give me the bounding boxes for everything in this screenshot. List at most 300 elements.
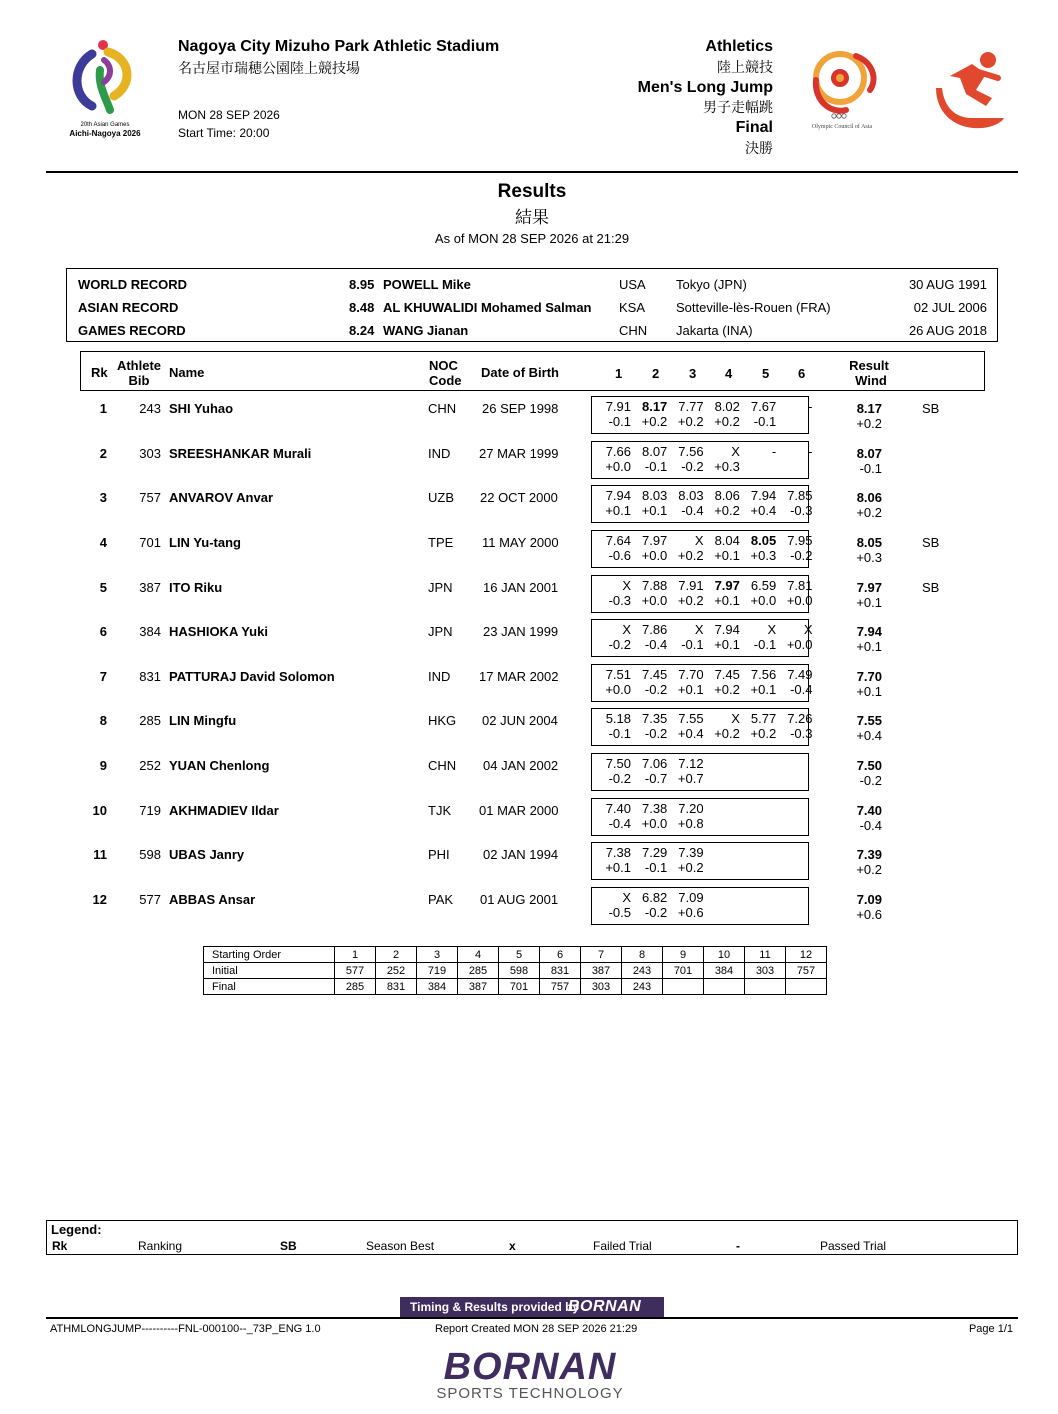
trial-mark: X xyxy=(622,890,631,905)
so-position: 6 xyxy=(540,947,581,963)
starting-order-initial-row xyxy=(204,963,827,979)
brand-name: BORNAN xyxy=(443,1346,617,1388)
trial-mark: 7.97 xyxy=(714,578,740,593)
result-bib: 252 xyxy=(139,758,161,773)
col-name: Name xyxy=(169,365,205,380)
trials-box xyxy=(591,619,813,657)
so-final-bib xyxy=(786,979,827,995)
record-row xyxy=(67,277,997,297)
trial-mark: X xyxy=(767,622,777,637)
so-position: 4 xyxy=(458,947,499,963)
trial-mark: - xyxy=(808,399,813,414)
result-name: YUAN Chenlong xyxy=(169,758,270,773)
trial-mark: 7.86 xyxy=(641,622,668,637)
trial-wind: -0.1 xyxy=(681,637,704,652)
result-noc: IND xyxy=(428,446,451,461)
trials-box xyxy=(591,887,809,925)
so-final-bib: 303 xyxy=(581,979,622,995)
result-wind: +0.1 xyxy=(856,595,882,610)
record-mark: 8.48 xyxy=(349,300,375,315)
result-dob: 27 MAR 1999 xyxy=(479,446,559,461)
so-initial-bib: 384 xyxy=(704,963,745,979)
so-position: 2 xyxy=(376,947,417,963)
result-noc: CHN xyxy=(428,758,457,773)
trial-mark: X xyxy=(694,622,704,637)
trial-wind: +0.0 xyxy=(750,593,777,608)
result-wind: +0.2 xyxy=(856,862,882,877)
trial-wind: +0.1 xyxy=(605,503,631,518)
col-dob: Date of Birth xyxy=(481,365,559,380)
so-position: 12 xyxy=(786,947,827,963)
result-wind: +0.2 xyxy=(856,416,882,431)
final-label: Final xyxy=(204,979,335,995)
provider-brand: BORNAN xyxy=(568,1298,642,1315)
record-mark: 8.95 xyxy=(349,277,375,292)
result-row xyxy=(0,847,1058,891)
sport-name: Athletics xyxy=(705,38,773,55)
event-date: MON 28 SEP 2026 xyxy=(178,108,280,122)
trial-wind: +0.2 xyxy=(714,726,740,741)
trial-mark: 8.17 xyxy=(641,399,668,414)
result-dob: 26 SEP 1998 xyxy=(482,401,559,416)
so-final-bib: 243 xyxy=(622,979,663,995)
result-bib: 303 xyxy=(139,446,161,461)
trial-mark: 7.20 xyxy=(678,801,704,816)
so-initial-bib: 701 xyxy=(663,963,704,979)
col-trial-1: 1 xyxy=(615,366,623,381)
trial-wind: +0.2 xyxy=(714,503,740,518)
trial-mark: 7.66 xyxy=(605,444,631,459)
trials-box xyxy=(591,708,813,746)
result-mark: 7.55 xyxy=(856,713,882,728)
trial-mark: 7.40 xyxy=(605,801,631,816)
result-noc: UZB xyxy=(428,490,454,505)
trial-wind: -0.2 xyxy=(608,771,631,786)
result-wind: +0.1 xyxy=(856,684,882,699)
result-rank: 9 xyxy=(99,758,107,773)
result-dob: 16 JAN 2001 xyxy=(483,580,559,595)
record-noc: CHN xyxy=(619,323,648,338)
trial-wind: +0.2 xyxy=(677,593,704,608)
col-trial-3: 3 xyxy=(689,366,697,381)
trial-mark: 7.91 xyxy=(678,578,704,593)
result-rank: 3 xyxy=(99,490,107,505)
record-noc: KSA xyxy=(619,300,646,315)
so-final-bib: 757 xyxy=(540,979,581,995)
so-initial-bib: 303 xyxy=(745,963,786,979)
legend-key: SB xyxy=(280,1239,297,1253)
result-dob: 22 OCT 2000 xyxy=(480,490,558,505)
result-mark: 8.07 xyxy=(856,446,882,461)
record-place: Tokyo (JPN) xyxy=(676,277,747,292)
so-final-bib: 701 xyxy=(499,979,540,995)
trial-wind: -0.3 xyxy=(790,726,813,741)
legend-key: Rk xyxy=(52,1239,68,1253)
trial-mark: X xyxy=(622,578,631,593)
results-column-header xyxy=(80,351,985,391)
so-position: 5 xyxy=(499,947,540,963)
col-result-line2: Wind xyxy=(855,373,887,388)
trial-wind: +0.7 xyxy=(677,771,704,786)
trial-mark: 8.07 xyxy=(641,444,668,459)
result-name: ITO Riku xyxy=(169,580,223,595)
result-noc: TJK xyxy=(428,803,452,818)
result-bib: 387 xyxy=(139,580,161,595)
trial-mark: 7.38 xyxy=(605,845,631,860)
phase-name: Final xyxy=(735,119,773,136)
result-row xyxy=(0,446,1058,490)
bornan-brand xyxy=(380,1348,680,1402)
result-mark: 7.40 xyxy=(856,803,882,818)
as-of-timestamp: As of MON 28 SEP 2026 at 21:29 xyxy=(434,231,630,246)
so-final-bib: 285 xyxy=(335,979,376,995)
trial-wind: +0.2 xyxy=(677,548,704,563)
trial-mark: 7.29 xyxy=(641,845,668,860)
result-row xyxy=(0,758,1058,802)
trial-mark: 7.88 xyxy=(641,578,668,593)
trial-wind: +0.2 xyxy=(714,414,740,429)
result-noc: PHI xyxy=(428,847,450,862)
trial-mark: - xyxy=(771,444,777,459)
trial-mark: 7.56 xyxy=(750,667,777,682)
result-name: UBAS Janry xyxy=(169,847,245,862)
result-bib: 719 xyxy=(139,803,161,818)
games-emblem-icon xyxy=(62,36,152,118)
result-mark: 8.05 xyxy=(856,535,882,550)
trial-wind: +0.2 xyxy=(750,726,777,741)
result-dob: 01 MAR 2000 xyxy=(479,803,559,818)
brand-subtitle: SPORTS TECHNOLOGY xyxy=(436,1385,624,1402)
sport-name-jp: 陸上競技 xyxy=(717,59,773,75)
result-bib: 757 xyxy=(139,490,161,505)
col-bib-line1: Athlete xyxy=(116,358,162,373)
so-initial-bib: 243 xyxy=(622,963,663,979)
result-mark: 8.06 xyxy=(856,490,882,505)
result-rank: 7 xyxy=(99,669,107,684)
trial-mark: 7.26 xyxy=(787,711,813,726)
trial-wind: +0.1 xyxy=(714,593,740,608)
trial-wind: +0.8 xyxy=(677,816,704,831)
so-position: 3 xyxy=(417,947,458,963)
so-final-bib: 387 xyxy=(458,979,499,995)
col-trial-5: 5 xyxy=(762,366,770,381)
record-holder: WANG Jianan xyxy=(383,323,469,338)
trial-wind: +0.2 xyxy=(641,414,668,429)
trial-mark: 7.97 xyxy=(641,533,668,548)
page-title: Results xyxy=(497,181,567,202)
so-final-bib xyxy=(663,979,704,995)
trials-box xyxy=(591,530,813,568)
result-row xyxy=(0,490,1058,534)
so-position: 7 xyxy=(581,947,622,963)
trial-mark: - xyxy=(808,444,813,459)
trial-mark: 7.50 xyxy=(605,756,631,771)
record-mark: 8.24 xyxy=(349,323,375,338)
result-wind: +0.6 xyxy=(856,907,882,922)
trial-mark: 7.94 xyxy=(714,622,740,637)
report-code: ATHMLONGJUMP----------FNL-000100--_73P_ENG 1.0 xyxy=(50,1323,321,1335)
legend-desc: Ranking xyxy=(138,1239,183,1253)
trial-wind: +0.1 xyxy=(641,503,668,518)
oca-text: Olympic Council of Asia xyxy=(811,124,873,130)
record-label: ASIAN RECORD xyxy=(78,300,179,315)
trial-mark: 7.56 xyxy=(678,444,704,459)
so-initial-bib: 757 xyxy=(786,963,827,979)
result-name: ABBAS Ansar xyxy=(169,892,256,907)
trial-mark: X xyxy=(731,711,740,726)
result-mark: 8.17 xyxy=(856,401,882,416)
result-wind: +0.2 xyxy=(856,505,882,520)
trial-wind: +0.0 xyxy=(641,548,668,563)
trial-mark: 8.05 xyxy=(750,533,777,548)
trial-mark: 7.12 xyxy=(678,756,704,771)
trial-wind: +0.4 xyxy=(750,503,777,518)
result-rank: 11 xyxy=(93,847,107,862)
trial-wind: -0.2 xyxy=(644,905,668,920)
trial-mark: 8.03 xyxy=(678,488,704,503)
trial-mark: 7.49 xyxy=(787,667,813,682)
record-row xyxy=(67,300,997,320)
trial-wind: +0.0 xyxy=(641,816,668,831)
legend-desc: Failed Trial xyxy=(593,1239,652,1253)
trial-wind: -0.4 xyxy=(644,637,668,652)
record-date: 26 AUG 2018 xyxy=(908,323,987,338)
trial-mark: 7.94 xyxy=(750,488,777,503)
result-bib: 285 xyxy=(139,713,161,728)
trial-wind: -0.3 xyxy=(608,593,631,608)
result-mark: 7.09 xyxy=(856,892,882,907)
so-initial-bib: 252 xyxy=(376,963,417,979)
result-bib: 577 xyxy=(139,892,161,907)
record-holder: AL KHUWALIDI Mohamed Salman xyxy=(383,300,592,315)
so-final-bib: 384 xyxy=(417,979,458,995)
starting-order-label: Starting Order xyxy=(204,947,335,963)
result-rank: 5 xyxy=(99,580,107,595)
trials-box xyxy=(591,575,813,613)
record-label: WORLD RECORD xyxy=(78,277,188,292)
logo-text-line1: 20th Asian Games xyxy=(80,122,130,128)
result-wind: -0.4 xyxy=(859,818,882,833)
result-name: ANVAROV Anvar xyxy=(169,490,274,505)
trial-mark: 7.81 xyxy=(787,578,813,593)
result-rank: 1 xyxy=(99,401,107,416)
trial-mark: 8.03 xyxy=(641,488,668,503)
trial-wind: -0.7 xyxy=(644,771,668,786)
trial-wind: +0.0 xyxy=(605,682,631,697)
result-wind: -0.2 xyxy=(859,773,882,788)
trials-box xyxy=(591,664,813,702)
trial-wind: +0.1 xyxy=(714,637,740,652)
so-initial-bib: 387 xyxy=(581,963,622,979)
venue-name: Nagoya City Mizuho Park Athletic Stadium xyxy=(178,38,500,55)
record-holder: POWELL Mike xyxy=(383,277,471,292)
col-trial-6: 6 xyxy=(798,366,806,381)
so-final-bib: 831 xyxy=(376,979,417,995)
result-noc: TPE xyxy=(428,535,454,550)
result-wind: -0.1 xyxy=(859,461,882,476)
trial-wind: -0.1 xyxy=(753,637,777,652)
result-dob: 02 JAN 1994 xyxy=(483,847,559,862)
trial-wind: +0.1 xyxy=(750,682,777,697)
trial-wind: +0.3 xyxy=(750,548,777,563)
so-initial-bib: 285 xyxy=(458,963,499,979)
trial-mark: X xyxy=(803,622,813,637)
trial-mark: 7.51 xyxy=(605,667,631,682)
col-trial-2: 2 xyxy=(652,366,660,381)
trials-box xyxy=(591,798,809,836)
trial-mark: 7.94 xyxy=(605,488,631,503)
trial-mark: 7.91 xyxy=(605,399,631,414)
initial-label: Initial xyxy=(204,963,335,979)
trials-box xyxy=(591,753,809,791)
logo-text-line2: Aichi-Nagoya 2026 xyxy=(69,129,141,138)
legend-box xyxy=(46,1220,1018,1255)
start-time: Start Time: 20:00 xyxy=(178,126,270,140)
result-mark: 7.70 xyxy=(856,669,882,684)
provider-text: Timing & Results provided by xyxy=(410,1300,580,1314)
result-wind: +0.1 xyxy=(856,639,882,654)
trial-mark: X xyxy=(694,533,704,548)
records-box xyxy=(66,268,998,342)
so-final-bib xyxy=(704,979,745,995)
trial-mark: 7.55 xyxy=(678,711,704,726)
result-noc: PAK xyxy=(428,892,454,907)
trial-wind: -0.4 xyxy=(790,682,813,697)
result-row xyxy=(0,713,1058,757)
trial-mark: 7.09 xyxy=(678,890,704,905)
trial-wind: -0.4 xyxy=(608,816,631,831)
result-noc: JPN xyxy=(428,624,453,639)
result-bib: 598 xyxy=(139,847,161,862)
result-dob: 17 MAR 2002 xyxy=(479,669,559,684)
result-note: SB xyxy=(922,535,940,550)
trial-wind: -0.2 xyxy=(608,637,631,652)
col-trial-4: 4 xyxy=(725,366,733,381)
so-initial-bib: 831 xyxy=(540,963,581,979)
so-position: 11 xyxy=(745,947,786,963)
result-mark: 7.97 xyxy=(856,580,882,595)
trial-wind: -0.5 xyxy=(608,905,631,920)
result-note: SB xyxy=(922,580,940,595)
trial-mark: 8.02 xyxy=(714,399,740,414)
result-row xyxy=(0,669,1058,713)
col-result-line1: Result xyxy=(849,358,889,373)
result-row xyxy=(0,803,1058,847)
trials-box xyxy=(591,842,809,880)
result-rank: 6 xyxy=(99,624,107,639)
trial-wind: -0.2 xyxy=(644,726,668,741)
col-noc-line1: NOC xyxy=(429,358,458,373)
trial-wind: -0.1 xyxy=(644,459,668,474)
so-position: 10 xyxy=(704,947,745,963)
so-initial-bib: 719 xyxy=(417,963,458,979)
record-row xyxy=(67,323,997,343)
trial-wind: -0.2 xyxy=(644,682,668,697)
event-name-jp: 男子走幅跳 xyxy=(703,99,773,115)
event-name: Men's Long Jump xyxy=(637,79,773,96)
result-rank: 4 xyxy=(99,535,107,550)
trial-wind: +0.2 xyxy=(677,860,704,875)
col-rank: Rk xyxy=(91,365,108,380)
trial-wind: -0.6 xyxy=(608,548,631,563)
result-note: SB xyxy=(922,401,940,416)
result-row xyxy=(0,401,1058,445)
trial-mark: 7.67 xyxy=(750,399,777,414)
result-name: AKHMADIEV Ildar xyxy=(169,803,279,818)
trial-mark: 5.18 xyxy=(605,711,631,726)
trial-wind: +0.1 xyxy=(714,548,740,563)
result-mark: 7.94 xyxy=(856,624,882,639)
trials-box xyxy=(591,396,813,434)
result-noc: IND xyxy=(428,669,451,684)
record-place: Sotteville-lès-Rouen (FRA) xyxy=(676,300,831,315)
trial-wind: +0.4 xyxy=(677,726,704,741)
trial-wind: +0.3 xyxy=(714,459,740,474)
result-rank: 8 xyxy=(99,713,107,728)
record-date: 30 AUG 1991 xyxy=(908,277,987,292)
result-bib: 384 xyxy=(139,624,161,639)
starting-order-final-row xyxy=(204,979,827,995)
trial-wind: -0.3 xyxy=(790,503,813,518)
trial-mark: 7.45 xyxy=(714,667,740,682)
trial-mark: 7.35 xyxy=(641,711,668,726)
trial-wind: +0.0 xyxy=(786,637,813,652)
trial-mark: 6.82 xyxy=(641,890,668,905)
trial-wind: +0.2 xyxy=(677,414,704,429)
legend-key: x xyxy=(509,1239,516,1253)
page-number: Page 1/1 xyxy=(968,1323,1013,1335)
trial-wind: +0.1 xyxy=(677,682,704,697)
header-divider xyxy=(46,171,1018,173)
result-noc: HKG xyxy=(428,713,457,728)
result-bib: 701 xyxy=(139,535,161,550)
result-dob: 04 JAN 2002 xyxy=(483,758,559,773)
trial-wind: +0.0 xyxy=(786,593,813,608)
legend-desc: Passed Trial xyxy=(820,1239,887,1253)
so-final-bib xyxy=(745,979,786,995)
trial-mark: 7.95 xyxy=(787,533,813,548)
result-dob: 01 AUG 2001 xyxy=(480,892,559,907)
trial-mark: 8.06 xyxy=(714,488,740,503)
result-dob: 11 MAY 2000 xyxy=(482,535,559,550)
asian-games-logo xyxy=(62,36,152,141)
col-bib-line2: Bib xyxy=(128,373,150,388)
oca-logo xyxy=(800,44,884,136)
trial-mark: 7.39 xyxy=(678,845,704,860)
record-date: 02 JUL 2006 xyxy=(913,300,987,315)
trial-mark: 7.70 xyxy=(678,667,704,682)
trial-mark: 7.06 xyxy=(641,756,668,771)
page-title-jp: 結果 xyxy=(515,208,549,227)
trial-mark: 7.77 xyxy=(678,399,704,414)
col-noc-line2: Code xyxy=(429,373,462,388)
result-rank: 10 xyxy=(92,803,107,818)
trial-wind: -0.4 xyxy=(681,503,704,518)
result-mark: 7.39 xyxy=(856,847,882,862)
result-rank: 12 xyxy=(92,892,107,907)
result-bib: 831 xyxy=(139,669,161,684)
result-noc: CHN xyxy=(428,401,457,416)
result-dob: 23 JAN 1999 xyxy=(483,624,559,639)
phase-name-jp: 決勝 xyxy=(745,140,773,156)
result-mark: 7.50 xyxy=(856,758,882,773)
trial-mark: 5.77 xyxy=(750,711,777,726)
trial-wind: -0.2 xyxy=(790,548,813,563)
trial-wind: -0.1 xyxy=(608,414,631,429)
timing-provider-banner xyxy=(400,1297,664,1317)
result-row xyxy=(0,535,1058,579)
trials-box xyxy=(591,485,813,523)
